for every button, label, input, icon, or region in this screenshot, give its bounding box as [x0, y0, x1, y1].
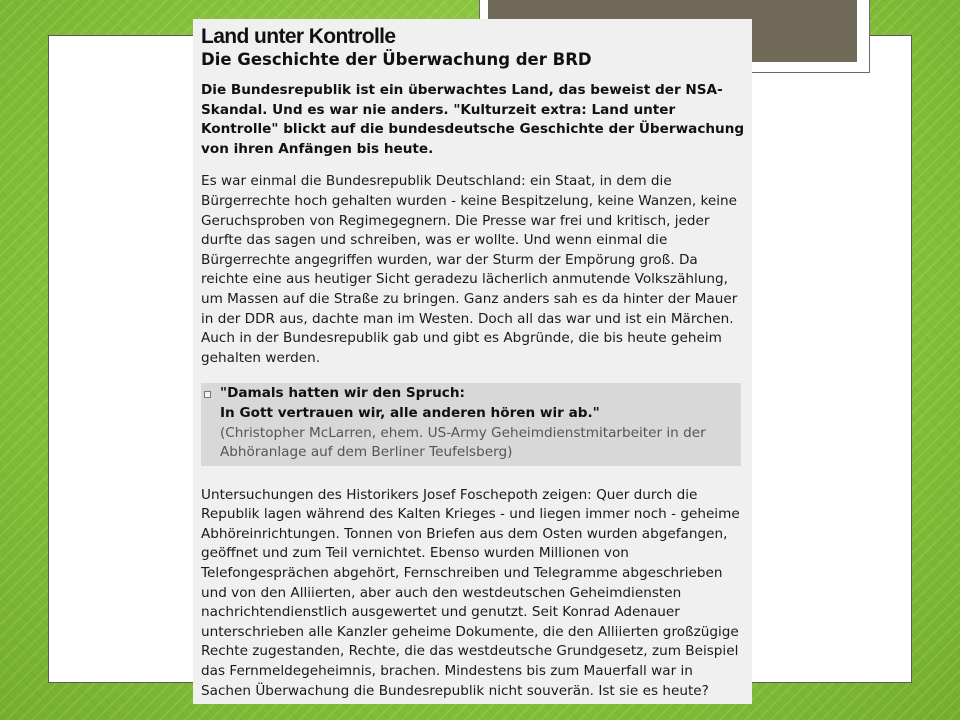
- square-bullet-icon: [204, 391, 211, 398]
- article-subtitle: Die Geschichte der Überwachung der BRD: [201, 50, 592, 69]
- article-screenshot: [193, 19, 752, 704]
- quote-box: [201, 383, 741, 465]
- article-paragraph-1: Es war einmal die Bundesrepublik Deutschland: ein Staat, in dem die Bürgerrechte hoch gehalten wurden - keine Bespitzelung, keine Wanzen, keine Geruchsproben von Regimegegnern. Die Presse war frei und kritisch, jeder durfte das sagen und schreiben, was er wollte. Und wenn einmal die Bürgerrechte angegriffen wurden, war der Sturm der Empörung groß. Da reichte eine aus heutiger Sicht geradezu lächerlich anmutende Volkszählung, um Massen auf die Straße zu bringen. Ganz anders sah es da hinter der Mauer in der DDR aus, dachte man im Westen. Doch all das war und ist ein Märchen. Auch in der Bundesrepublik gab und gibt es Abgründe, die bis heute geheim gehalten werden.: [201, 173, 738, 366]
- quote-line-1: "Damals hatten wir den Spruch:: [220, 385, 465, 402]
- article-lead: Die Bundesrepublik ist ein überwachtes Land, das beweist der NSA-Skandal. Und es war nie anders. "Kulturzeit extra: Land unter Kontrolle" blickt auf die bundesdeutsche Geschichte der Überwachung von ihren Anfängen bis heute.: [201, 82, 745, 157]
- article-paragraph-2: Untersuchungen des Historikers Josef Foschepoth zeigen: Quer durch die Republik lagen während des Kalten Krieges - und liegen immer noch - geheime Abhöreinrichtungen. Tonnen von Briefen aus dem Osten wurden abgefangen, geöffnet und zum Teil vernichtet. Ebenso wurden Millionen von Telefongesprächen abgehört, Fernschreiben und Telegramme abgeschrieben und von den Alliierten, aber auch den westdeutschen Geheimdiensten nachrichtendienstlich ausgewertet und genutzt. Seit Konrad Adenauer unterschrieben alle Kanzler geheime Dokumente, die den Alliierten großzügige Rechte zugestanden, Rechte, die das westdeutsche Grundgesetz, zum Beispiel das Fernmeldegeheimnis, brachen. Mindestens bis zum Mauerfall war in Sachen Überwachung die Bundesrepublik nicht souverän. Ist sie es heute?: [201, 486, 740, 699]
- quote-source: (Christopher McLarren, ehem. US-Army Geheimdienstmitarbeiter in der Abhöranlage auf dem Berliner Teufelsberg): [220, 424, 706, 461]
- quote-content: [220, 384, 735, 462]
- quote-line-2: In Gott vertrauen wir, alle anderen hören wir ab.": [220, 404, 600, 421]
- article-title: Land unter Kontrolle: [201, 25, 396, 48]
